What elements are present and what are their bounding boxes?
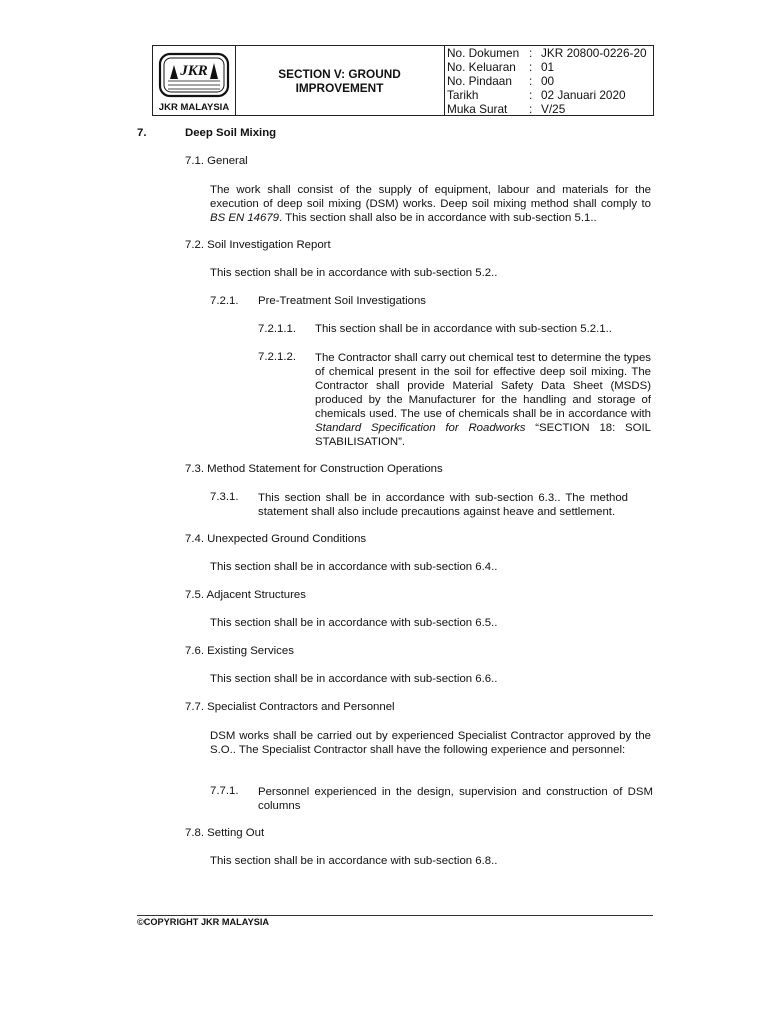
paragraph-soil-investigation: This section shall be in accordance with sub-section 5.2.. xyxy=(210,267,498,279)
subsection-heading-soil-investigation: 7.2. Soil Investigation Report xyxy=(185,239,331,251)
footer-divider xyxy=(137,915,653,916)
logo-caption: JKR MALAYSIA xyxy=(158,102,230,113)
clause-title-pre-treatment: Pre-Treatment Soil Investigations xyxy=(258,295,426,307)
meta-row xyxy=(447,102,647,116)
paragraph-text: “SECTION 18: SOIL STABILISATION”. xyxy=(315,422,652,448)
meta-sep: : xyxy=(529,60,533,74)
meta-key: No. Pindaan xyxy=(447,74,512,88)
jkr-logo-icon xyxy=(158,51,230,99)
clause-text-personnel: Personnel experienced in the design, supervision and construction of DSM columns xyxy=(258,786,653,812)
paragraph-text: The Contractor shall carry out chemical test to determine the types of chemical present in the soil for effective deep soil mixing. The Contractor shall provide Material Safety Data Sheet (MSDS) produced by the Manufacturer for the handling and storage of chemicals used. The use of chemicals shall be in accordance with xyxy=(315,352,651,420)
meta-row xyxy=(447,88,647,102)
meta-value: V/25 xyxy=(541,102,566,116)
clause-text: This section shall be in accordance with sub-section 5.2.1.. xyxy=(315,323,612,335)
subsection-heading-existing-services: 7.6. Existing Services xyxy=(185,645,294,657)
paragraph-text: to xyxy=(641,198,651,210)
clause-number: 7.2.1. xyxy=(210,295,239,307)
meta-key: No. Keluaran xyxy=(447,60,516,74)
meta-value: 00 xyxy=(541,74,555,88)
footer-copyright: ©COPYRIGHT JKR MALAYSIA xyxy=(137,917,270,927)
paragraph-setting-out: This section shall be in accordance with sub-section 6.8.. xyxy=(210,855,498,867)
meta-sep: : xyxy=(529,74,533,88)
meta-value: JKR 20800-0226-20 xyxy=(541,46,647,60)
meta-value: 02 Januari 2020 xyxy=(541,88,626,102)
subsection-heading-adjacent-structures: 7.5. Adjacent Structures xyxy=(185,589,306,601)
clause-number: 7.7.1. xyxy=(210,785,239,797)
subsection-heading-unexpected-ground: 7.4. Unexpected Ground Conditions xyxy=(185,533,367,545)
logo-cell xyxy=(153,46,236,115)
meta-sep: : xyxy=(529,102,533,116)
paragraph-existing-services: This section shall be in accordance with sub-section 6.6.. xyxy=(210,673,498,685)
meta-value: 01 xyxy=(541,60,555,74)
clause-number: 7.2.1.1. xyxy=(258,323,296,335)
subsection-heading-setting-out: 7.8. Setting Out xyxy=(185,827,265,839)
clause-text-chemicals xyxy=(315,351,651,449)
meta-row xyxy=(447,60,647,74)
meta-row xyxy=(447,74,647,88)
standard-reference: BS EN 14679 xyxy=(210,212,280,224)
logo-text: JKR xyxy=(180,63,208,79)
meta-sep: : xyxy=(529,46,533,60)
paragraph-specialist: DSM works shall be carried out by experienced Specialist Contractor approved by the S.O.. The Specialist Contractor shall have the following experience and personnel: xyxy=(210,730,651,756)
meta-key: Tarikh xyxy=(447,88,479,102)
meta-key: No. Dokumen xyxy=(447,46,520,60)
section-title: SECTION V: GROUND IMPROVEMENT xyxy=(278,66,401,95)
paragraph-unexpected-ground: This section shall be in accordance with sub-section 6.4.. xyxy=(210,561,498,573)
paragraph-adjacent-structures: This section shall be in accordance with sub-section 6.5.. xyxy=(210,617,498,629)
section-number: 7. xyxy=(137,127,147,139)
standard-reference: Standard Specification for Roadworks xyxy=(315,422,526,434)
meta-key: Muka Surat xyxy=(447,102,508,116)
clause-number: 7.3.1. xyxy=(210,491,239,503)
document-meta xyxy=(447,46,647,116)
subsection-heading-general: 7.1. General xyxy=(185,155,248,167)
section-title-cell xyxy=(235,46,445,115)
paragraph-text: The work shall consist of the supply of equipment, labour and materials for the execution of deep soil mixing (DSM) works. Deep soil mixing method shall comply xyxy=(210,184,651,210)
subsection-heading-specialist: 7.7. Specialist Contractors and Personnel xyxy=(185,701,395,713)
paragraph-general xyxy=(210,183,651,225)
paragraph-text: . This section shall also be in accordance with sub-section 5.1.. xyxy=(279,212,597,224)
meta-sep: : xyxy=(529,88,533,102)
document-header xyxy=(152,45,654,116)
section-title-deep-soil-mixing: Deep Soil Mixing xyxy=(185,127,277,139)
subsection-heading-method-statement: 7.3. Method Statement for Construction Operations xyxy=(185,463,443,475)
clause-text-method-statement: This section shall be in accordance with sub-section 6.3.. The method statement shall also include precautions against heave and settlement. xyxy=(258,492,628,518)
clause-number: 7.2.1.2. xyxy=(258,351,296,363)
meta-row xyxy=(447,46,647,60)
